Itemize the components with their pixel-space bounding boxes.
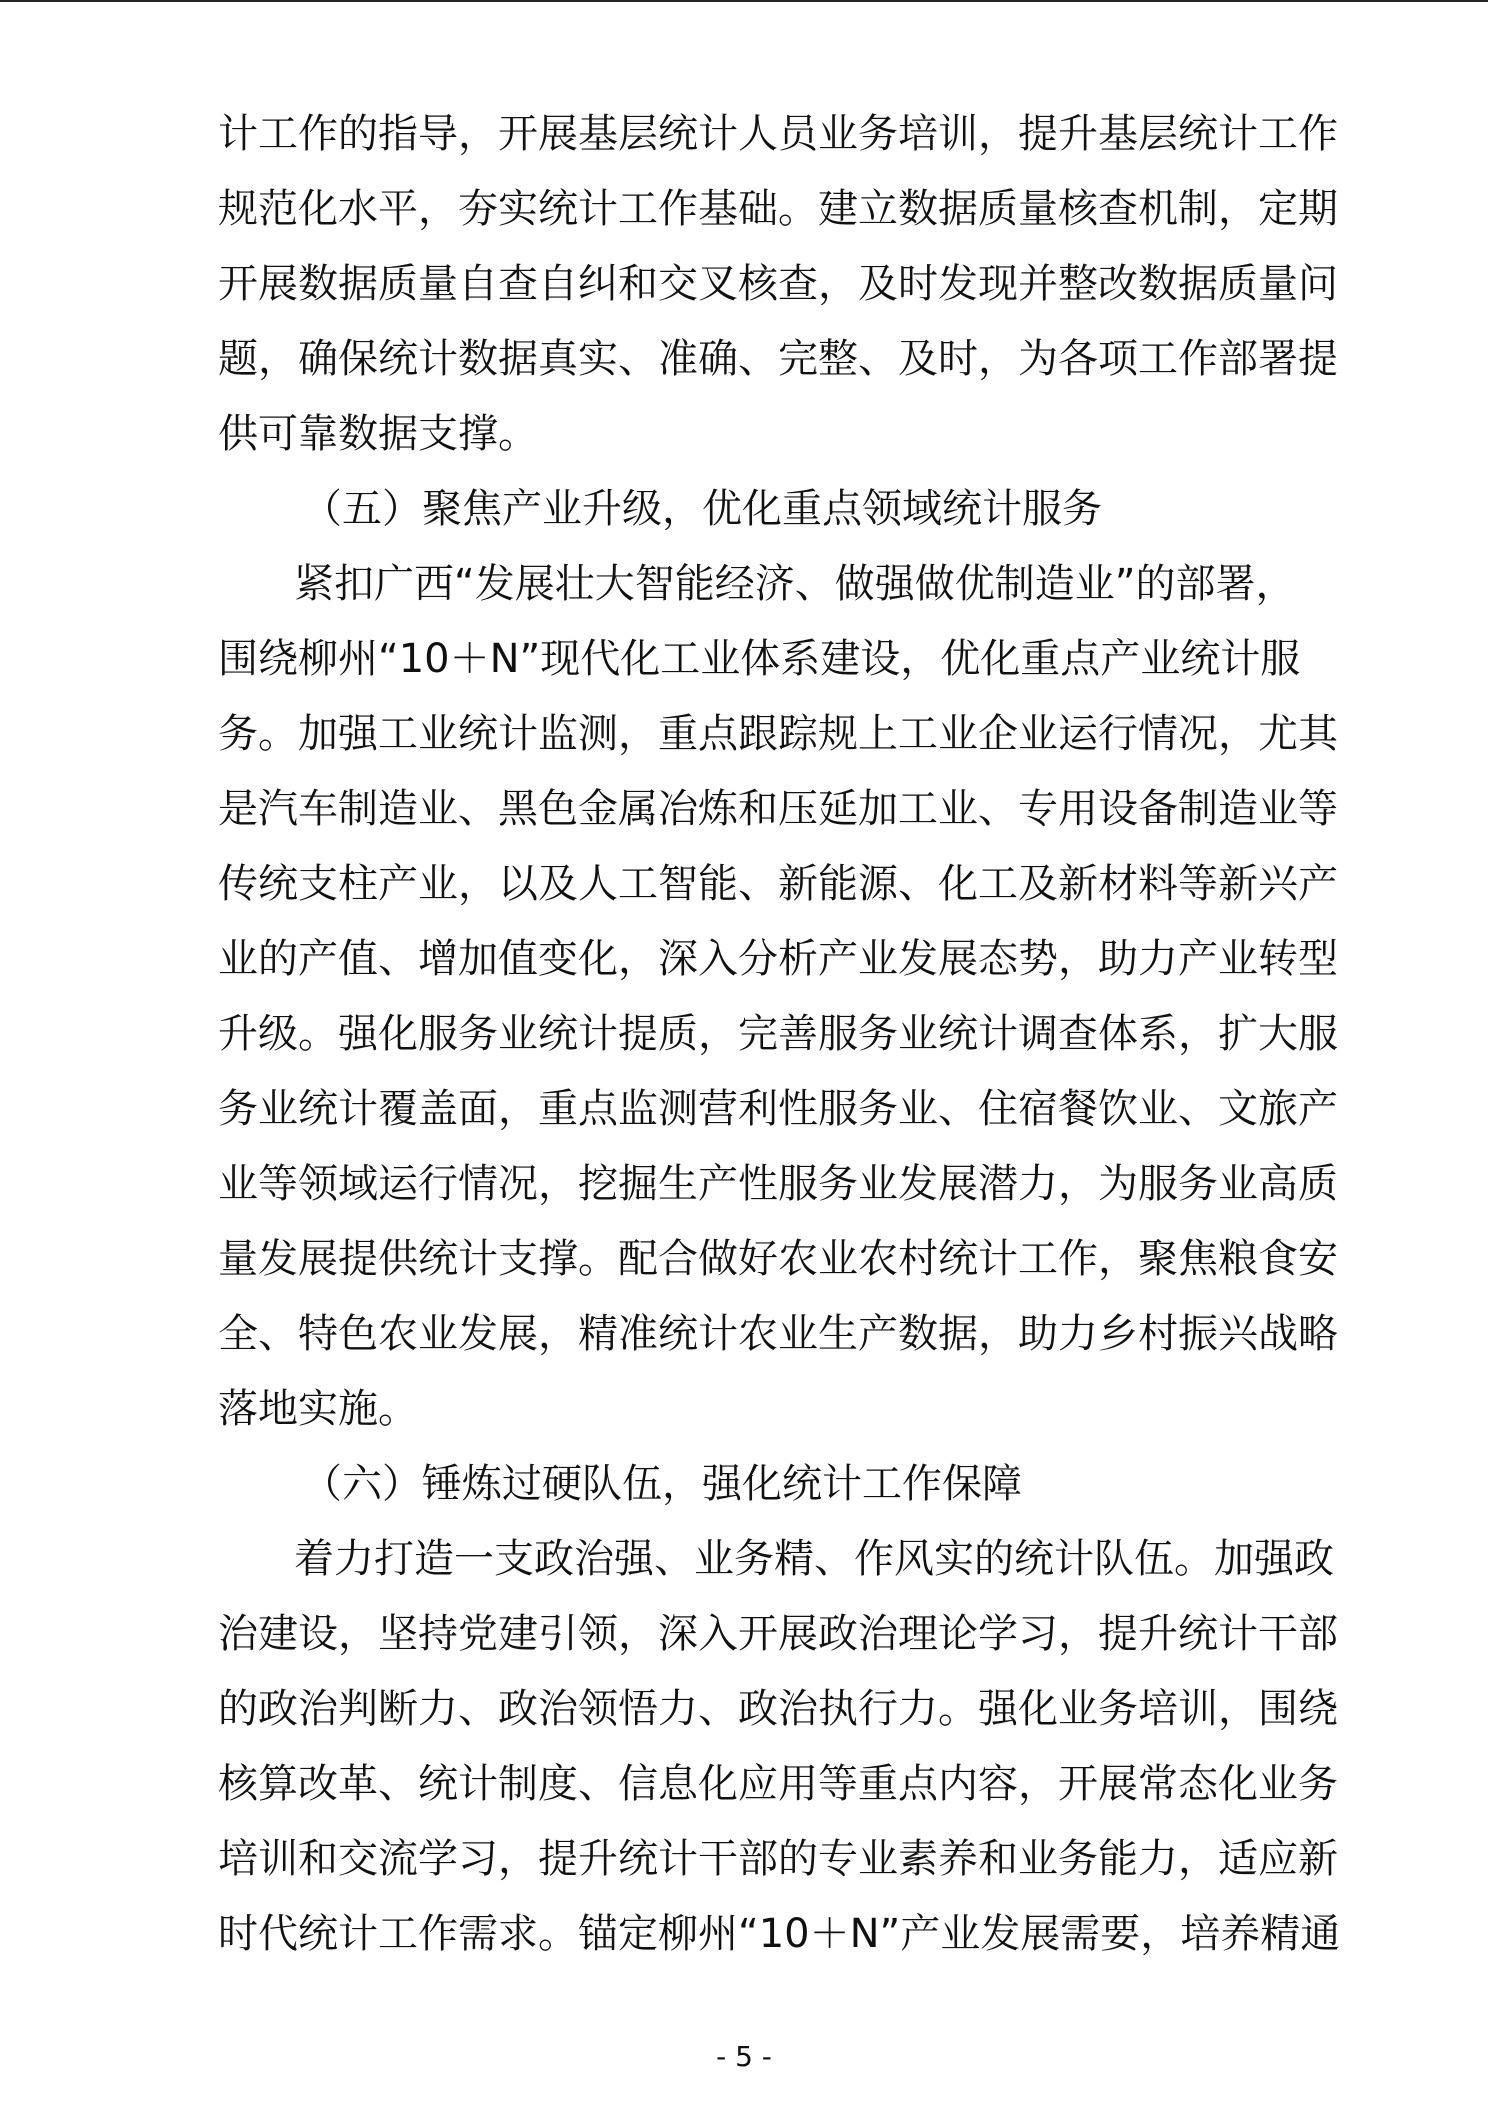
text-line: 规范化水平，夯实统计工作基础。建立数据质量核查机制，定期 bbox=[218, 186, 1338, 232]
text-line: 治建设，坚持党建引领，深入开展政治理论学习，提升统计干部 bbox=[218, 1611, 1338, 1657]
text-line: 时代统计工作需求。锚定柳州“10＋N”产业发展需要，培养精通 bbox=[218, 1911, 1341, 1957]
text-line: 落地实施。 bbox=[218, 1386, 418, 1432]
text-line: 开展数据质量自查自纠和交叉核查，及时发现并整改数据质量问 bbox=[218, 261, 1338, 307]
paragraph-start: 着力打造一支政治强、业务精、作风实的统计队伍。加强政 bbox=[294, 1536, 1334, 1582]
text-line: 升级。强化服务业统计提质，完善服务业统计调查体系，扩大服 bbox=[218, 1011, 1338, 1057]
text-line: 业的产值、增加值变化，深入分析产业发展态势，助力产业转型 bbox=[218, 936, 1338, 982]
text-line: 的政治判断力、政治领悟力、政治执行力。强化业务培训，围绕 bbox=[218, 1686, 1338, 1732]
top-border bbox=[0, 0, 1488, 2]
section-heading-6: （六）锤炼过硬队伍，强化统计工作保障 bbox=[302, 1461, 1022, 1507]
text-line: 供可靠数据支撑。 bbox=[218, 411, 538, 457]
document-body bbox=[218, 97, 1341, 1972]
text-line: 业等领域运行情况，挖掘生产性服务业发展潜力，为服务业高质 bbox=[218, 1161, 1338, 1207]
section-heading-5: （五）聚焦产业升级，优化重点领域统计服务 bbox=[302, 486, 1102, 532]
text-line: 量发展提供统计支撑。配合做好农业农村统计工作，聚焦粮食安 bbox=[218, 1236, 1338, 1282]
page-number: - 5 - bbox=[716, 2040, 772, 2073]
text-line: 题，确保统计数据真实、准确、完整、及时，为各项工作部署提 bbox=[218, 336, 1338, 382]
text-line: 计工作的指导，开展基层统计人员业务培训，提升基层统计工作 bbox=[218, 111, 1338, 157]
text-line: 培训和交流学习，提升统计干部的专业素养和业务能力，适应新 bbox=[218, 1836, 1338, 1882]
text-line: 务。加强工业统计监测，重点跟踪规上工业企业运行情况，尤其 bbox=[218, 711, 1338, 757]
text-line: 核算改革、统计制度、信息化应用等重点内容，开展常态化业务 bbox=[218, 1761, 1338, 1807]
text-line: 全、特色农业发展，精准统计农业生产数据，助力乡村振兴战略 bbox=[218, 1311, 1338, 1357]
text-line: 围绕柳州“10＋N”现代化工业体系建设，优化重点产业统计服 bbox=[218, 636, 1301, 682]
text-line: 传统支柱产业，以及人工智能、新能源、化工及新材料等新兴产 bbox=[218, 861, 1338, 907]
text-line: 务业统计覆盖面，重点监测营利性服务业、住宿餐饮业、文旅产 bbox=[218, 1086, 1338, 1132]
text-line: 是汽车制造业、黑色金属冶炼和压延加工业、专用设备制造业等 bbox=[218, 786, 1338, 832]
paragraph-start: 紧扣广西“发展壮大智能经济、做强做优制造业”的部署， bbox=[294, 561, 1296, 607]
